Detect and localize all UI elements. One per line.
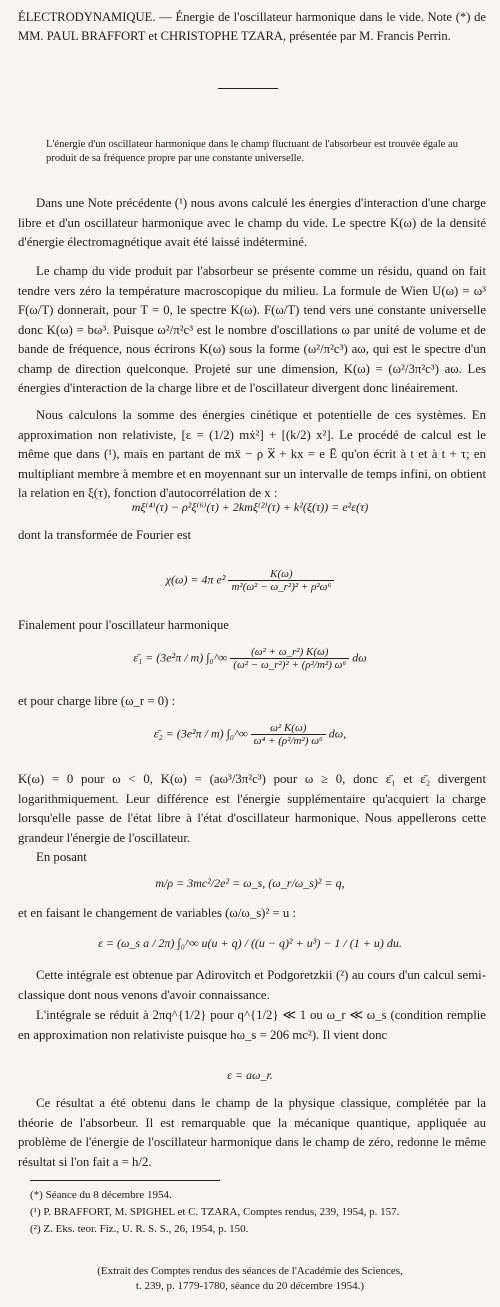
equation-integral	[0, 936, 500, 951]
equation-oscillator	[0, 646, 500, 671]
footnote-rule	[30, 1180, 220, 1181]
equation-free-charge-lhs: ε̄₂ = (3e²π / m) ∫₀^∞	[153, 726, 248, 741]
equation-integral-tail: du.	[386, 936, 402, 950]
equation-fourier-fraction	[228, 568, 334, 593]
abstract: L'énergie d'un oscillateur harmonique dans le champ fluctuant de l'absorbeur est trouvée égale au produit de sa fréquence propre par une constante universelle.	[46, 139, 458, 164]
footnote-1: (¹) P. BRAFFORT, M. SPIGHEL et C. TZARA, Comptes rendus, 239, 1954, p. 157.	[30, 1206, 400, 1218]
footnote-2: (²) Z. Eks. teor. Fiz., U. R. S. S., 26, 1954, p. 150.	[30, 1223, 249, 1235]
equation-substitution: m/ρ = 3mc²/2e² = ω_s, (ω_r/ω_s)² = q,	[155, 876, 345, 890]
equation-integral-lhs: ε = (ω_s a / 2π) ∫₀^∞	[98, 936, 199, 950]
equation-oscillator-fraction	[230, 646, 349, 671]
extrait-line-2: t. 239, p. 1779-1780, séance du 20 décembre 1954.)	[135, 1280, 365, 1292]
paragraph-12: Ce résultat a été obtenu dans le champ de la physique classique, complétée par la théorie de l'absorbeur. Il est remarquable que la mécanique quantique, appliquée au problème de l'énergie de l'oscillateur harmonique dans le champ de zéro, redonne le même résultat si l'on fait a = h/2.	[18, 1096, 486, 1169]
equation-fourier-numerator: K(ω)	[228, 568, 334, 581]
equation-fourier-denominator: m²(ω² − ω_r²)² + ρ²ω⁶	[231, 581, 332, 593]
paragraph-11: L'intégrale se réduit à 2πq^{1/2} pour q^{1/2} ≪ 1 ou ω_r ≪ ω_s (condition remplie en approximation non relativiste puisque hω_s = 206 mc²). Il vient donc	[18, 1008, 486, 1042]
equation-integral-term-b: − 1 / (1 + u)	[323, 936, 384, 950]
equation-free-charge-tail: dω,	[328, 726, 347, 741]
paragraph-10: Cette intégrale est obtenue par Adirovitch et Podgoretzkii (²) au cours d'un calcul semi-classique dont nous venons d'avoir connaissance.	[18, 968, 486, 1002]
equation-oscillator-denominator: (ω² − ω_r²)² + (ρ²/m²) ω⁶	[233, 659, 347, 671]
equation-oscillator-tail: dω	[352, 650, 367, 665]
footnote-seance: (*) Séance du 8 décembre 1954.	[30, 1189, 172, 1201]
equation-integral-term-a: u(u + q) / ((u − q)² + u³)	[201, 936, 321, 950]
paragraph-8: En posant	[36, 850, 87, 864]
equation-autocorrelation: mξ⁽⁴⁾(τ) − ρ²ξ⁽⁶⁾(τ) + 2kmξ⁽²⁾(τ) + k²(ξ(τ)) = e²ε(τ)	[131, 500, 369, 514]
equation-fourier	[0, 568, 500, 593]
equation-result: ε = aω_r.	[227, 1068, 273, 1082]
header-rule	[218, 88, 278, 89]
equation-oscillator-lhs: ε̄₁ = (3e²π / m) ∫₀^∞	[133, 650, 228, 665]
equation-free-charge-numerator: ω² K(ω)	[251, 722, 326, 735]
paragraph-6: et pour charge libre (ω_r = 0) :	[18, 694, 176, 708]
equation-free-charge-fraction	[251, 722, 326, 747]
extrait-note	[0, 1264, 500, 1294]
paragraph-7: K(ω) = 0 pour ω < 0, K(ω) = (aω³/3π²c³) pour ω ≥ 0, donc ε̄₁ et ε̄₂ divergent logarithmiquement. Leur différence est l'énergie supplémentaire qu'acquiert la charge lorsqu'elle passe de l'état libre à l'état d'oscillateur harmonique. Nous appellerons cette grandeur l'énergie de l'oscillateur.	[18, 772, 486, 845]
extrait-line-1: (Extrait des Comptes rendus des séances de l'Académie des Sciences,	[97, 1265, 403, 1277]
equation-free-charge	[0, 722, 500, 747]
paragraph-5: Finalement pour l'oscillateur harmonique	[18, 618, 229, 632]
paragraph-4: dont la transformée de Fourier est	[18, 528, 192, 542]
equation-fourier-lhs: χ(ω) = 4π e²	[165, 572, 226, 587]
paragraph-2: Le champ du vide produit par l'absorbeur se présente comme un résidu, quand on fait tendre vers zéro la température macroscopique du milieu. La formule de Wien U(ω) = ω³ F(ω/T) donnerait, pour T = 0, le spectre K(ω). F(ω/T) tend vers une constante universelle donc K(ω) = bω³. Puisque ω²/π²c³ est le nombre d'oscillations ω par unité de volume et de bande de fréquence, nous écrirons K(ω) sous la forme (ω²/π²c³) aω, qui est le spectre d'un champ de direction quelconque. Projeté sur une dimension, K(ω) = (ω²/3π²c³) aω. Les énergies d'interaction de la charge libre et de l'oscillateur divergent donc linéairement.	[18, 264, 486, 395]
equation-oscillator-numerator: (ω² + ω_r²) K(ω)	[230, 646, 349, 659]
paper-header: ÉLECTRODYNAMIQUE. — Énergie de l'oscillateur harmonique dans le vide. Note (*) de MM. PAUL BRAFFORT et CHRISTOPHE TZARA, présentée par M. Francis Perrin.	[18, 10, 486, 43]
paragraph-1: Dans une Note précédente (¹) nous avons calculé les énergies d'interaction d'une charge libre et d'un oscillateur harmonique avec le champ du vide. Le spectre K(ω) de la densité d'énergie électromagnétique avait été laissé indéterminé.	[18, 196, 486, 249]
paragraph-3: Nous calculons la somme des énergies cinétique et potentielle de ces systèmes. En approximation non relativiste, [ε = (1/2) mẋ²] + [(k/2) x²]. Le procédé de calcul est le même que dans (¹), mais en partant de mẍ − ρ x⃛ + kx = e Ē qu'on écrit à t et à t + τ; en multipliant membre à membre et en moyennant sur un intervalle de temps infini, on obtient la relation en ξ(τ), fonction d'autocorrélation de x :	[18, 408, 486, 500]
equation-free-charge-denominator: ω⁴ + (ρ²/m²) ω⁶	[253, 735, 323, 747]
paragraph-9: et en faisant le changement de variables (ω/ω_s)² = u :	[18, 906, 297, 920]
